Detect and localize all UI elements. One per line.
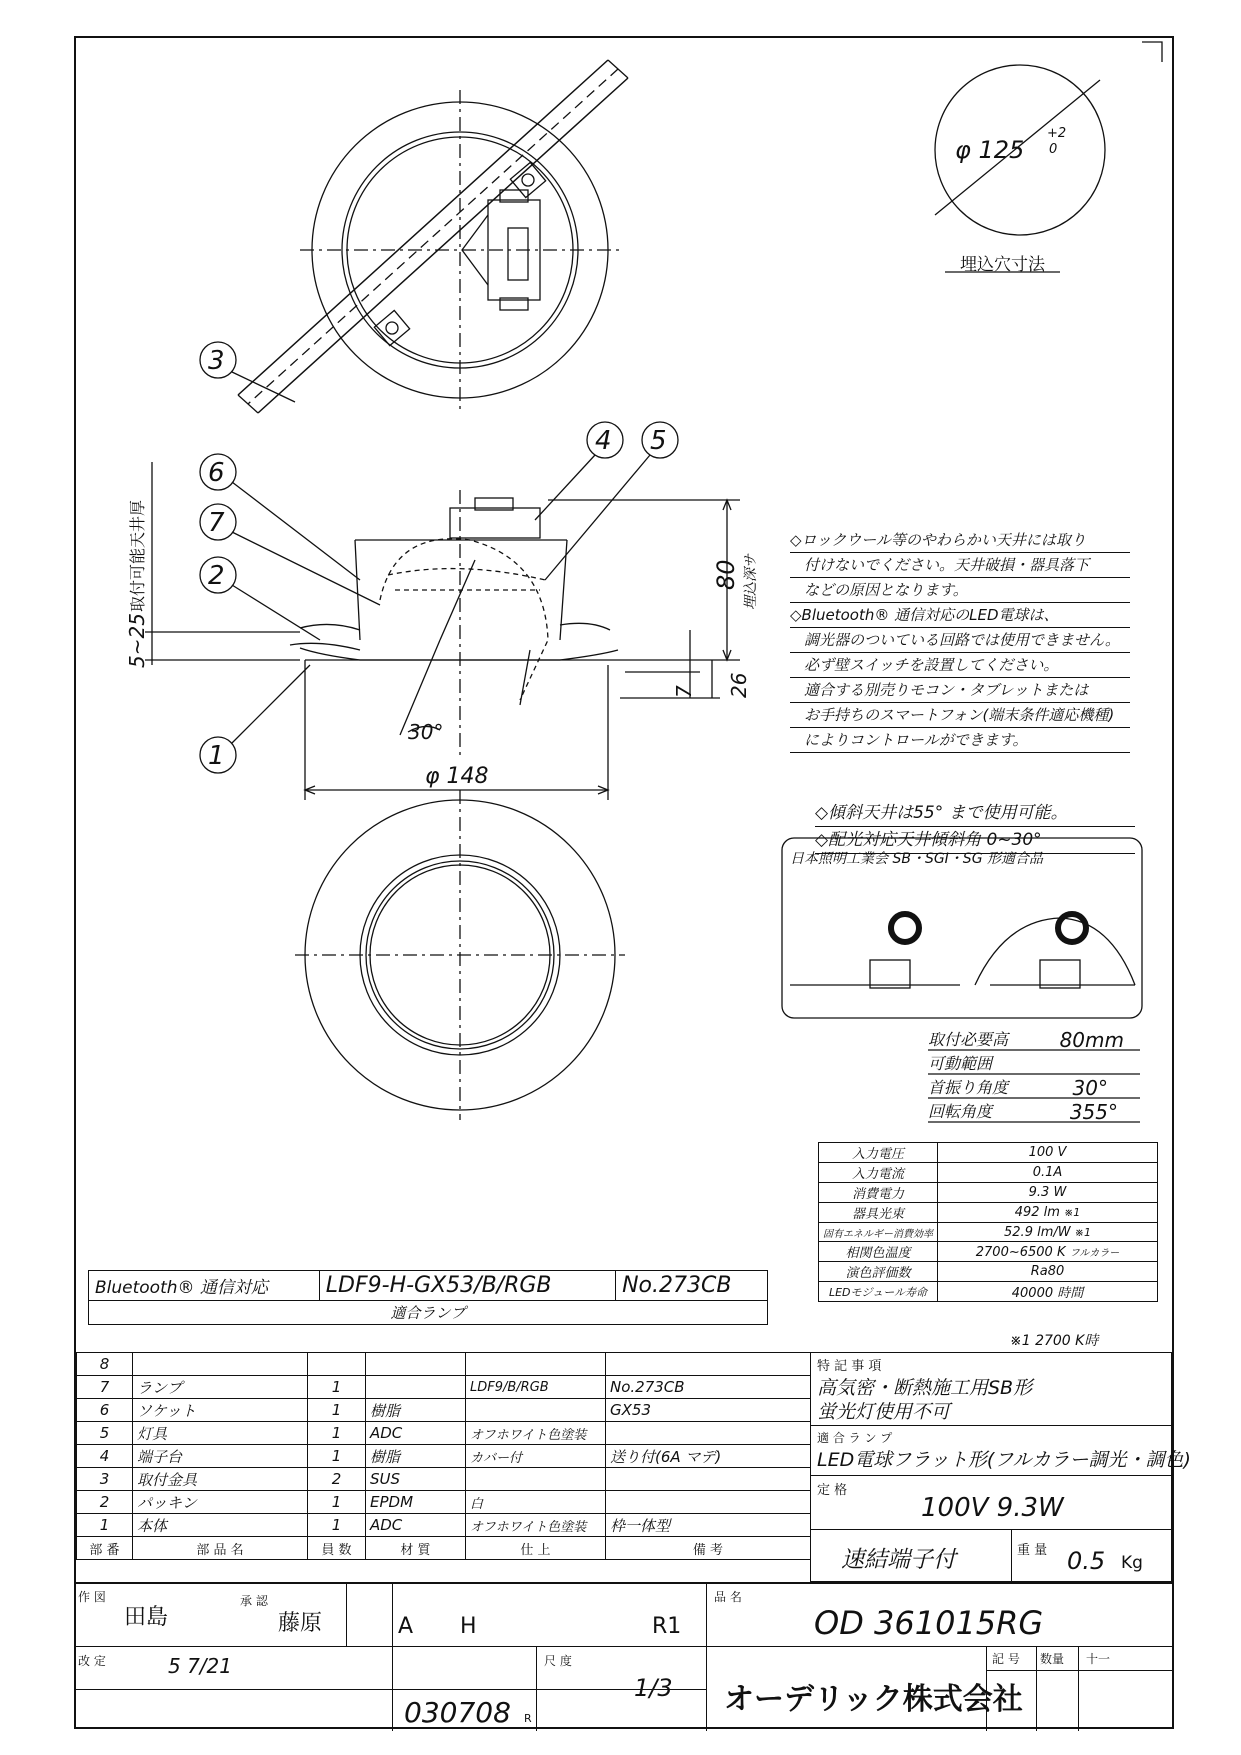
parts-cell-name: ソケット (133, 1399, 308, 1422)
mount-row: 首振り角度 30° (928, 1076, 1108, 1100)
note-line: お手持ちのスマートフォン(端末条件適応機種) (790, 703, 1130, 728)
drawn-by: 田島 (124, 1605, 169, 1630)
dim-range-label: 取付可能天井厚 (128, 499, 147, 612)
dim-width: φ 148 (425, 764, 489, 789)
parts-cell-no: 8 (77, 1353, 133, 1376)
parts-cell-finish: LDF9/B/RGB (466, 1376, 606, 1399)
parts-cell-remark (606, 1422, 811, 1445)
parts-cell-name: ランプ (133, 1376, 308, 1399)
dim-26: 26 (727, 672, 751, 698)
top-view (238, 60, 628, 413)
parts-cell-no: 1 (77, 1514, 133, 1537)
lamp-box (88, 1270, 768, 1325)
drawn-label: 作 図 (78, 1590, 106, 1604)
parts-row (77, 1445, 811, 1468)
rev-date: 5 7/21 (168, 1654, 232, 1678)
terminal: 速結端子付 (841, 1547, 956, 1573)
callout-1: 1 (208, 741, 225, 771)
hole-label: 埋込穴寸法 (960, 255, 1045, 275)
special-line2: 蛍光灯使用不可 (817, 1401, 951, 1423)
parts-header: 部 番 部 品 名 員 数 材 質 仕 上 備 考 (77, 1537, 811, 1560)
plus-minus: 十一 (1086, 1652, 1111, 1666)
note-line: 必ず壁スイッチを設置してください。 (790, 653, 1130, 678)
drawing-code: 030708 (404, 1696, 511, 1729)
parts-cell-mat: SUS (366, 1468, 466, 1491)
parts-cell-no: 2 (77, 1491, 133, 1514)
parts-cell-qty: 2 (308, 1468, 366, 1491)
hole-tol-plus: +2 (1047, 126, 1067, 141)
parts-row (77, 1399, 811, 1422)
note-line: によりコントロールができます。 (790, 728, 1130, 753)
note-line: ◇ロックウール等のやわらかい天井には取り (790, 528, 1130, 553)
parts-row (77, 1353, 811, 1376)
callout-2: 2 (208, 561, 225, 591)
parts-cell-qty: 1 (308, 1422, 366, 1445)
drawing-code-suffix: R (524, 1712, 532, 1725)
parts-cell-remark (606, 1468, 811, 1491)
parts-cell-mat: EPDM (366, 1491, 466, 1514)
parts-cell-name: 灯具 (133, 1422, 308, 1445)
spec-row: 入力電流 0.1A (819, 1163, 1158, 1183)
parts-cell-name: 端子台 (133, 1445, 308, 1468)
note-line: 調光器のついている回路では使用できません。 (790, 628, 1130, 653)
dim-depth-label: 埋込深サ (743, 554, 759, 610)
parts-cell-qty: 1 (308, 1399, 366, 1422)
slope-notes (815, 800, 1135, 854)
special-title: 特 記 事 項 (817, 1359, 882, 1374)
approved-label: 承 認 (240, 1594, 268, 1608)
lamp-value: LED電球フラット形(フルカラー調光・調色) (817, 1449, 1191, 1471)
parts-row (77, 1422, 811, 1445)
lamp-box-caption: 適合ランプ (89, 1301, 768, 1325)
mount-row: 取付必要高 80mm (928, 1028, 1124, 1052)
slope-note: ◇傾斜天井は55° まで使用可能。 (815, 800, 1135, 827)
mount-row: 回転角度 355° (928, 1100, 1118, 1124)
parts-cell-mat: ADC (366, 1514, 466, 1537)
dim-range: 5~25 (125, 613, 149, 668)
rev-r: R1 (652, 1614, 682, 1639)
symbol-label: 記 号 (992, 1652, 1020, 1666)
jil-title: 日本照明工業会 SB・SGI・SG 形適合品 (790, 851, 1043, 867)
dim-height: 80 (712, 559, 740, 590)
hole-diameter: φ 125 (955, 136, 1025, 164)
parts-cell-no: 5 (77, 1422, 133, 1445)
scale-label: 尺 度 (544, 1654, 572, 1668)
parts-cell-qty: 1 (308, 1514, 366, 1537)
parts-row (77, 1376, 811, 1399)
parts-row (77, 1491, 811, 1514)
callout-5: 5 (650, 426, 667, 456)
bottom-view (295, 790, 625, 1120)
rev-h: H (460, 1614, 477, 1639)
spec-footnote: ※1 2700 K時 (1010, 1333, 1099, 1349)
parts-cell-name (133, 1353, 308, 1376)
side-view (145, 462, 740, 800)
parts-cell-finish (466, 1468, 606, 1491)
parts-cell-finish: カバー付 (466, 1445, 606, 1468)
parts-cell-remark: No.273CB (606, 1376, 811, 1399)
parts-cell-finish (466, 1399, 606, 1422)
parts-cell-no: 3 (77, 1468, 133, 1491)
parts-cell-no: 4 (77, 1445, 133, 1468)
rating-value: 100V 9.3W (921, 1493, 1064, 1523)
parts-cell-remark: 送り付(6A マデ) (606, 1445, 811, 1468)
spec-row: 相関色温度 2700~6500 K フルカラー (819, 1242, 1158, 1262)
parts-cell-remark: 枠一体型 (606, 1514, 811, 1537)
parts-cell-no: 6 (77, 1399, 133, 1422)
spec-row: 演色評価数 Ra80 (819, 1262, 1158, 1282)
parts-row (77, 1514, 811, 1537)
lamp-box-c3: No.273CB (616, 1271, 768, 1301)
parts-cell-qty (308, 1353, 366, 1376)
note-line: 付けないでください。天井破損・器具落下 (790, 553, 1130, 578)
special-line1: 高気密・断熱施工用SB形 (817, 1377, 1033, 1399)
notes (790, 528, 1130, 753)
parts-cell-finish (466, 1353, 606, 1376)
weight-title: 重 量 (1017, 1543, 1048, 1558)
product-label: 品 名 (714, 1590, 742, 1604)
slope-note: ◇配光対応天井傾斜角 0~30° (815, 827, 1135, 854)
lamp-box-c2: LDF9-H-GX53/B/RGB (319, 1271, 615, 1301)
parts-table (76, 1352, 811, 1560)
spec-row: 入力電圧 100 V (819, 1143, 1158, 1163)
parts-cell-qty: 1 (308, 1491, 366, 1514)
spec-row: 消費電力 9.3 W (819, 1183, 1158, 1203)
parts-cell-no: 7 (77, 1376, 133, 1399)
callout-4: 4 (595, 426, 612, 456)
note-line: 適合する別売りモコン・タブレットまたは (790, 678, 1130, 703)
product-name: OD 361015RG (814, 1604, 1044, 1642)
spec-table (818, 1142, 1158, 1302)
lamp-box-c1: Bluetooth® 通信対応 (89, 1271, 320, 1301)
weight-unit: Kg (1121, 1553, 1143, 1573)
parts-cell-remark (606, 1353, 811, 1376)
callout-7: 7 (208, 508, 225, 538)
note-line: ◇Bluetooth® 通信対応のLED電球は、 (790, 603, 1130, 628)
qty-label: 数量 (1040, 1652, 1065, 1666)
parts-cell-finish: オフホワイト色塗装 (466, 1422, 606, 1445)
parts-cell-name: パッキン (133, 1491, 308, 1514)
parts-cell-finish: オフホワイト色塗装 (466, 1514, 606, 1537)
note-line: などの原因となります。 (790, 578, 1130, 603)
parts-cell-remark (606, 1491, 811, 1514)
callout-3: 3 (208, 346, 225, 376)
parts-row (77, 1468, 811, 1491)
parts-cell-mat: 樹脂 (366, 1399, 466, 1422)
approved-by: 藤原 (278, 1611, 323, 1636)
parts-cell-mat (366, 1353, 466, 1376)
parts-cell-name: 取付金具 (133, 1468, 308, 1491)
hole-tol-minus: 0 (1049, 142, 1058, 157)
dim-angle: 30° (408, 720, 444, 744)
spec-row: 器具光束 492 lm ※1 (819, 1203, 1158, 1223)
parts-cell-qty: 1 (308, 1445, 366, 1468)
spec-row: LEDモジュール寿命 40000 時間 (819, 1282, 1158, 1302)
info-block (810, 1352, 1191, 1582)
title-block (74, 1582, 1174, 1731)
parts-cell-mat: ADC (366, 1422, 466, 1445)
scale: 1/3 (634, 1674, 673, 1702)
weight-value: 0.5 (1067, 1547, 1106, 1575)
mount-row: 可動範囲 (928, 1054, 993, 1073)
parts-cell-name: 本体 (133, 1514, 308, 1537)
mount-table (928, 1028, 1138, 1124)
spec-row: 固有エネルギー消費効率 52.9 lm/W ※1 (819, 1223, 1158, 1242)
company-name: オーデリック株式会社 (724, 1682, 1023, 1717)
parts-cell-finish: 白 (466, 1491, 606, 1514)
rating-title: 定 格 (817, 1483, 848, 1498)
parts-cell-mat: 樹脂 (366, 1445, 466, 1468)
callout-6: 6 (208, 458, 225, 488)
rev-label: 改 定 (78, 1654, 106, 1668)
lamp-title: 適 合 ラ ン プ (817, 1431, 893, 1445)
dim-7: 7 (672, 685, 696, 698)
parts-cell-mat (366, 1376, 466, 1399)
parts-cell-qty: 1 (308, 1376, 366, 1399)
parts-cell-remark: GX53 (606, 1399, 811, 1422)
rev-a: A (398, 1614, 414, 1639)
